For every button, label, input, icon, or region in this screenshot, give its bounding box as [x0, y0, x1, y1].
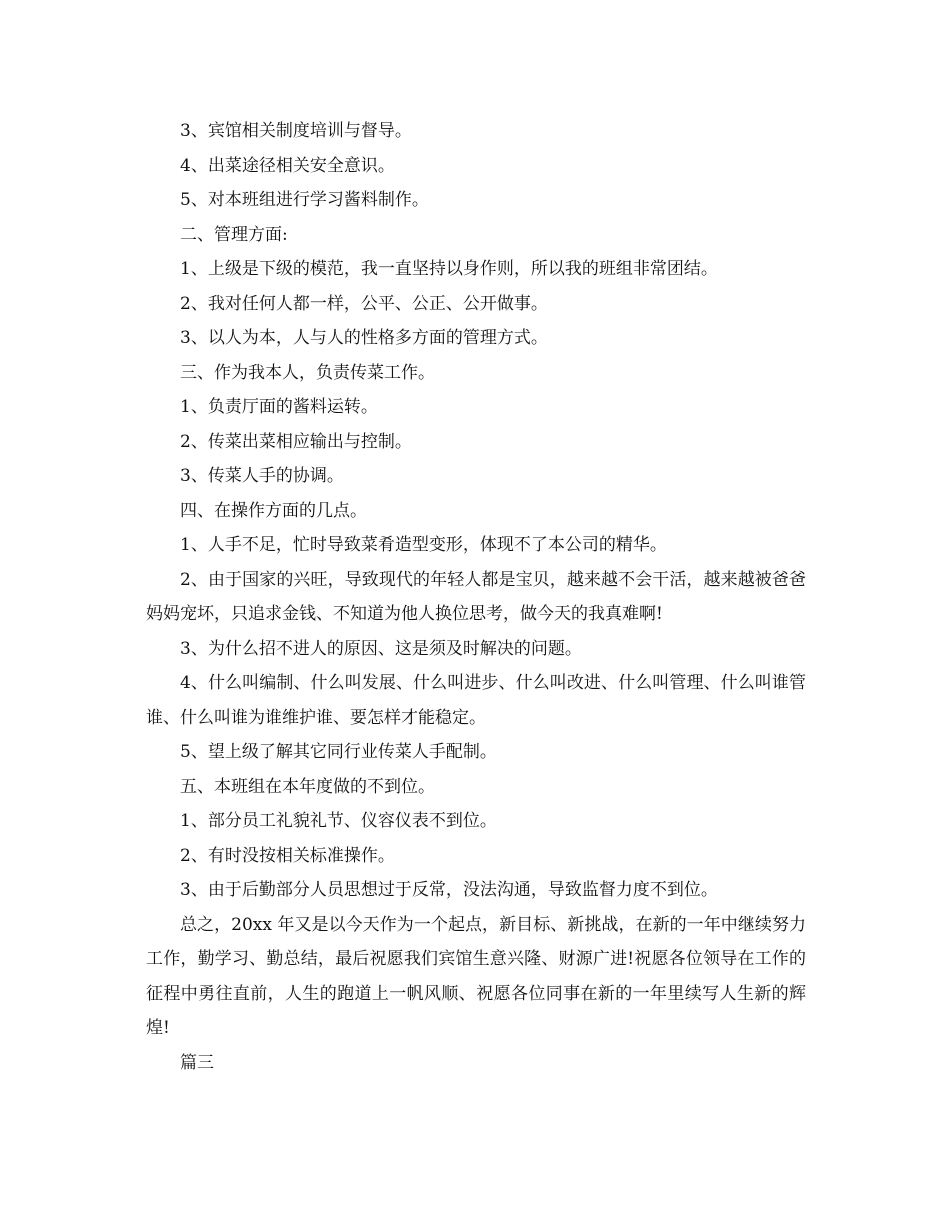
paragraph-10: 2、传菜出菜相应输出与控制。 [180, 431, 412, 452]
section-heading-operations: 四、在操作方面的几点。 [180, 500, 367, 521]
paragraph-1: 3、宾馆相关制度培训与督导。 [180, 121, 412, 141]
paragraph-16: 4、什么叫编制、什么叫发展、什么叫进步、什么叫改进、什么叫管理、什么叫谁管谁、什么叫谁为谁维护谁、要怎样才能稳定。 [146, 673, 806, 728]
section-heading-part-three: 篇三 [180, 1052, 214, 1073]
paragraph-14: 2、由于国家的兴旺，导致现代的年轻人都是宝贝，越来越不会干活，越来越被爸爸妈妈宠坏，只追求金钱、不知道为他人换位思考，做今天的我真难啊! [146, 569, 806, 624]
paragraph-6: 2、我对任何人都一样，公平、公正、公开做事。 [180, 293, 548, 314]
paragraph-15: 3、为什么招不进人的原因、这是须及时解决的问题。 [180, 638, 582, 659]
paragraph-17: 5、望上级了解其它同行业传菜人手配制。 [180, 742, 497, 762]
paragraph-13: 1、人手不足，忙时导致菜肴造型变形，体现不了本公司的精华。 [180, 535, 667, 555]
paragraph-5: 1、上级是下级的模范，我一直坚持以身作则，所以我的班组非常团结。 [180, 259, 718, 279]
conclusion-paragraph: 总之，20xx 年又是以今天作为一个起点，新目标、新挑战，在新的一年中继续努力工作，勤学习、勤总结，最后祝愿我们宾馆生意兴隆、财源广进!祝愿各位领导在工作的征程中勇往直前，人生的跑道上一帆风顺、祝愿各位同事在新的一年里续写人生新的辉煌! [146, 914, 806, 1038]
paragraph-19: 1、部分员工礼貌礼节、仪容仪表不到位。 [180, 811, 497, 831]
paragraph-7: 3、以人为本，人与人的性格多方面的管理方式。 [180, 328, 548, 348]
paragraph-9: 1、负责厅面的酱料运转。 [180, 397, 378, 417]
section-heading-shortcomings: 五、本班组在本年度做的不到位。 [180, 776, 435, 797]
document-body [146, 114, 806, 1080]
section-heading-personal: 三、作为我本人，负责传菜工作。 [180, 362, 435, 383]
paragraph-3: 5、对本班组进行学习酱料制作。 [180, 190, 429, 210]
paragraph-20: 2、有时没按相关标准操作。 [180, 845, 395, 866]
section-heading-management: 二、管理方面: [180, 224, 288, 245]
paragraph-11: 3、传菜人手的协调。 [180, 466, 344, 486]
paragraph-2: 4、出菜途径相关安全意识。 [180, 155, 395, 176]
paragraph-21: 3、由于后勤部分人员思想过于反常，没法沟通，导致监督力度不到位。 [180, 880, 718, 900]
